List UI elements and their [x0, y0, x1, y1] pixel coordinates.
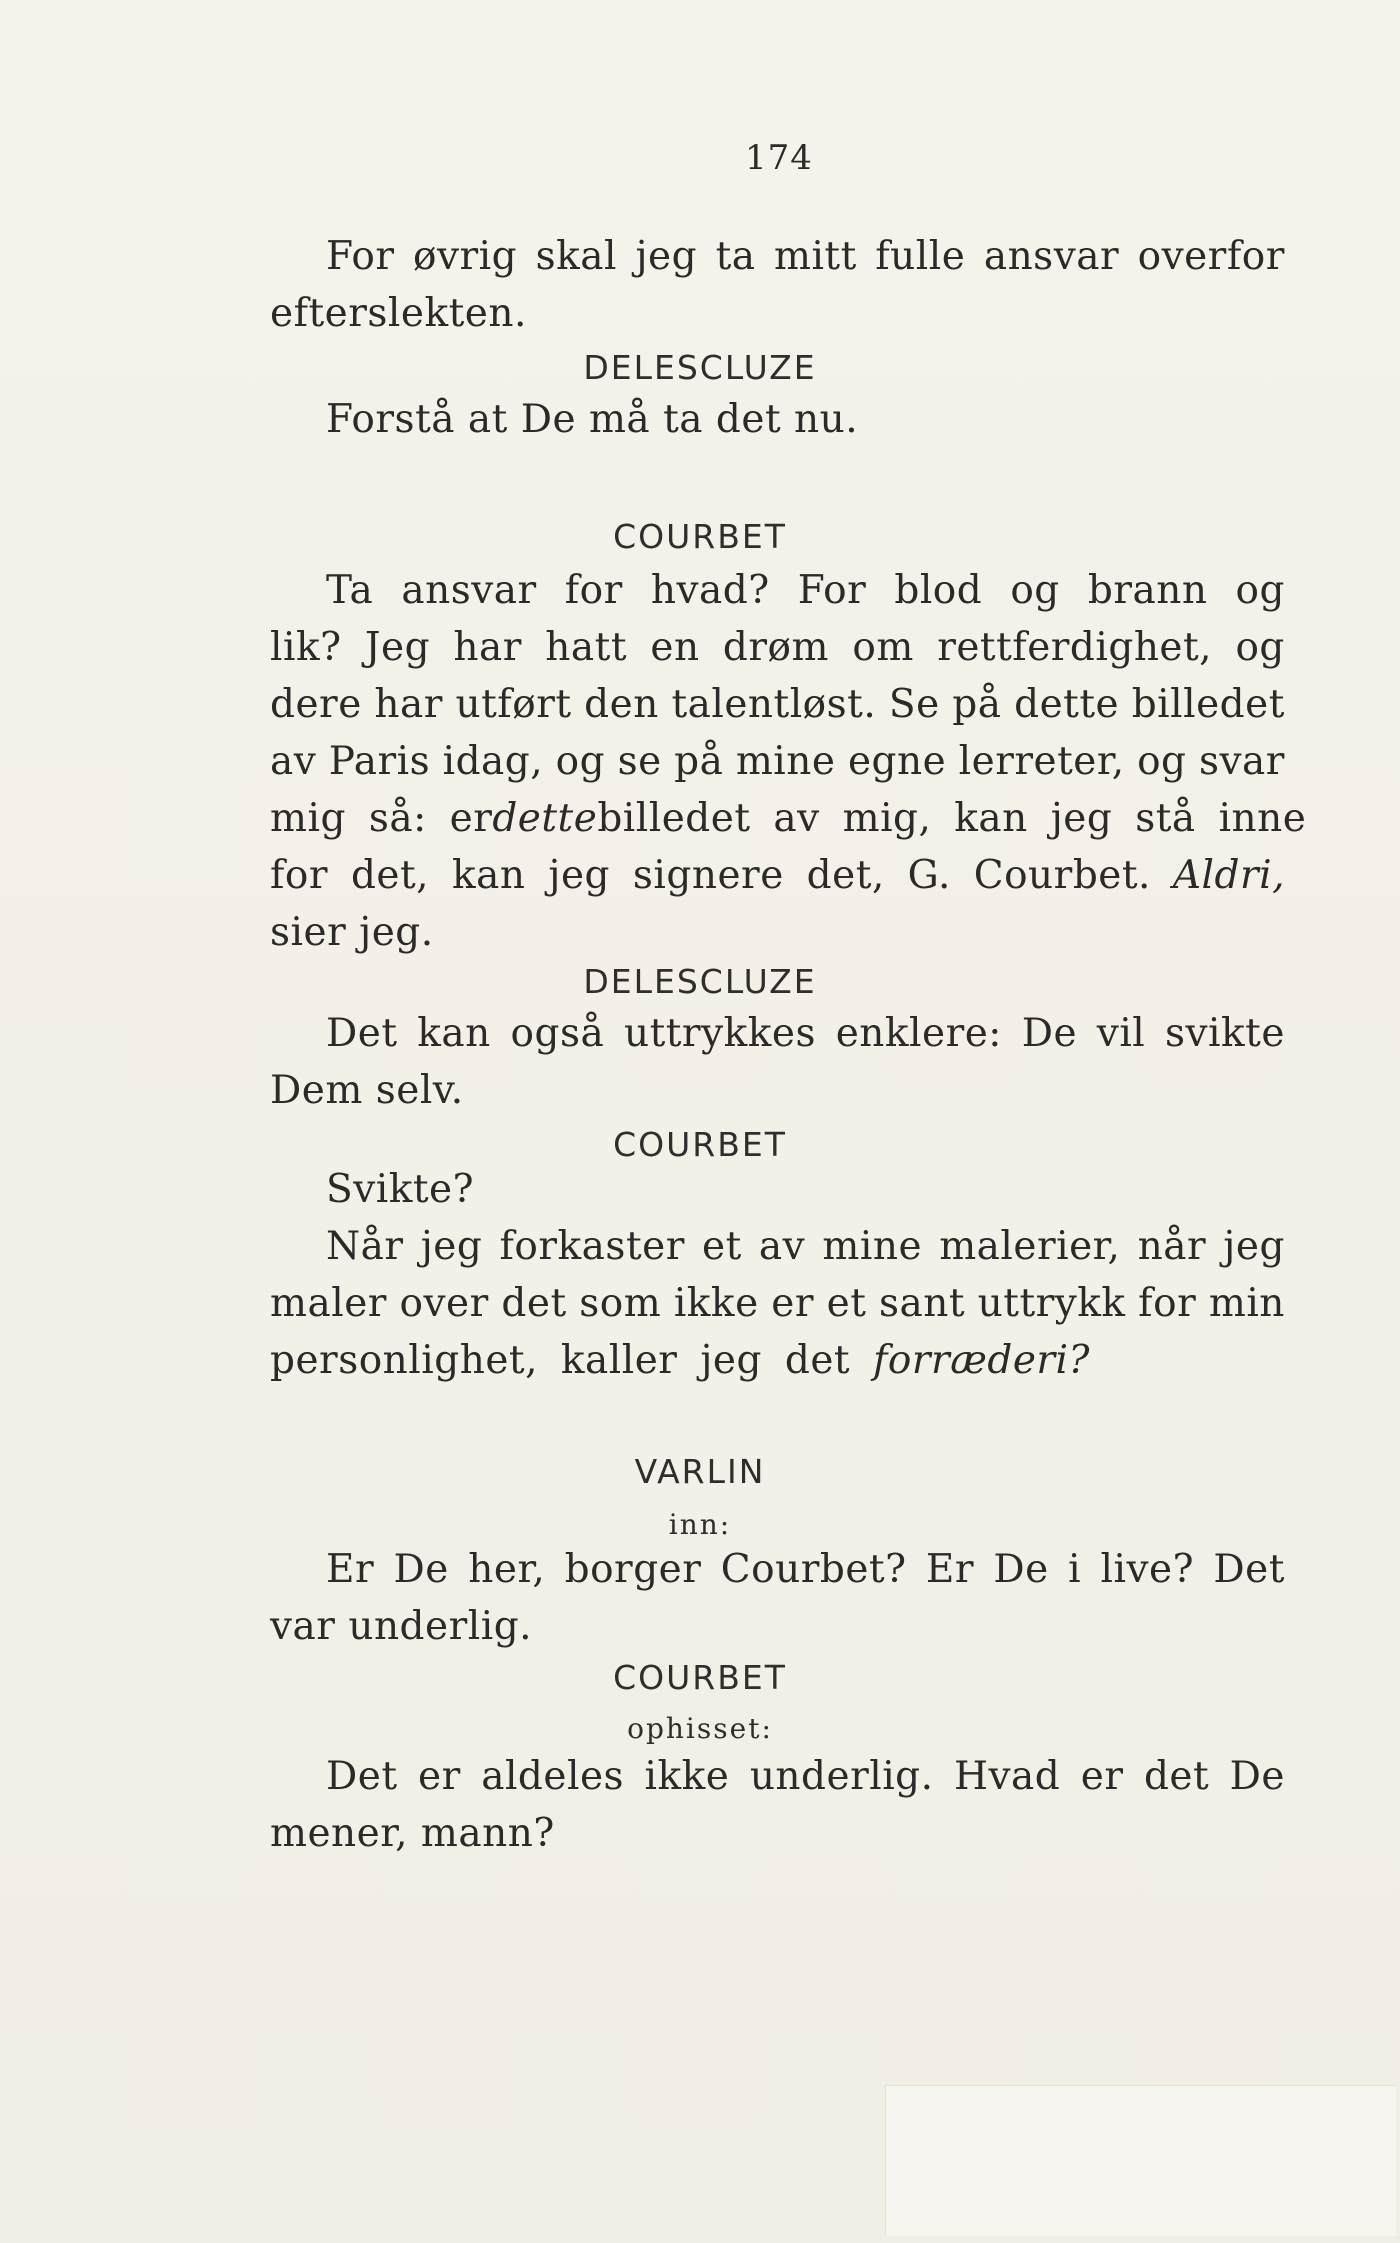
word: det: [501, 1281, 567, 1326]
word: er: [1080, 1754, 1124, 1799]
word: også: [510, 1011, 605, 1056]
text-line: [270, 790, 1307, 847]
word: Det: [326, 1754, 398, 1799]
speech-block: [270, 1541, 1285, 1655]
word: ikke: [644, 1754, 730, 1799]
word: et: [702, 1224, 742, 1269]
word: på: [674, 739, 724, 784]
word: om: [852, 625, 914, 670]
speaker-name: DELESCLUZE: [583, 348, 817, 387]
word: lik?: [270, 625, 342, 670]
word: rettferdighet,: [937, 625, 1213, 670]
word: drøm: [722, 625, 829, 670]
word: Se: [888, 682, 940, 727]
word: av: [758, 1224, 806, 1269]
word: min: [1208, 1281, 1285, 1326]
word: har: [374, 682, 443, 727]
word: ta: [715, 234, 756, 279]
word: og: [1235, 625, 1285, 670]
text-line: [270, 847, 1285, 904]
speech-block: [270, 1748, 1285, 1862]
word: enklere:: [835, 1011, 1002, 1056]
speech-block: [270, 1161, 1285, 1389]
word: Paris: [328, 739, 431, 784]
word: på: [952, 682, 1002, 727]
text-line: [270, 1218, 1285, 1275]
word: malerier,: [939, 1224, 1121, 1269]
word: ansvar: [401, 568, 537, 613]
word: Courbet?: [720, 1547, 907, 1592]
word: uttrykkes: [623, 1011, 816, 1056]
word: vil: [1096, 1011, 1146, 1056]
word: over: [399, 1281, 489, 1326]
word: overfor: [1137, 234, 1285, 279]
paper-label-patch: [885, 2085, 1396, 2236]
speaker-name: DELESCLUZE: [583, 962, 817, 1001]
word: et: [826, 1281, 867, 1326]
text-fragment: for det, kan jeg signere det, G. Courbet.: [270, 853, 1151, 898]
text-line: [270, 1748, 1285, 1805]
word: Er: [925, 1547, 975, 1592]
stage-direction: inn:: [668, 1508, 732, 1541]
speech-block: [270, 1005, 1285, 1119]
word: De: [1229, 1754, 1285, 1799]
emphasis-text: forræderi?: [873, 1338, 1090, 1383]
word: jeg: [635, 234, 698, 279]
text-fragment: billedet av mig, kan jeg stå inne: [597, 796, 1307, 841]
speaker-name: VARLIN: [634, 1452, 766, 1491]
word: forkaster: [499, 1224, 685, 1269]
speaker-name: COURBET: [613, 1658, 787, 1697]
word: fulle: [875, 234, 966, 279]
word: Ta: [326, 568, 374, 613]
word: kan: [417, 1011, 491, 1056]
word: hatt: [545, 625, 627, 670]
word: er: [418, 1754, 461, 1799]
word: i: [1068, 1547, 1082, 1592]
word: mine: [735, 739, 836, 784]
word: øvrig: [413, 234, 518, 279]
word: brann: [1087, 568, 1208, 613]
word: for: [1138, 1281, 1197, 1326]
word: uttrykk: [977, 1281, 1126, 1326]
word: ikke: [673, 1281, 759, 1326]
word: Det: [1213, 1547, 1285, 1592]
word: som: [579, 1281, 662, 1326]
text-line: [270, 1005, 1285, 1062]
word: utført: [455, 682, 572, 727]
text-line: [270, 1332, 1285, 1389]
word: De: [1021, 1011, 1078, 1056]
word: for: [564, 568, 623, 613]
word: jeg: [420, 1224, 483, 1269]
speech-block: [270, 562, 1307, 961]
word: De: [993, 1547, 1049, 1592]
emphasis-text: Aldri,: [1172, 853, 1285, 898]
stage-direction: ophisset:: [627, 1712, 773, 1745]
word: mine: [822, 1224, 923, 1269]
text-line: var underlig.: [270, 1604, 533, 1649]
word: talentløst.: [671, 682, 877, 727]
text-line: sier jeg.: [270, 910, 434, 955]
text-line: efterslekten.: [270, 291, 527, 336]
text-line: [270, 1541, 1285, 1598]
word: og: [1235, 568, 1285, 613]
word: billedet: [1131, 682, 1285, 727]
word: For: [797, 568, 867, 613]
speech-block: [270, 391, 1285, 448]
word: jeg: [1223, 1224, 1285, 1269]
text-line: Forstå at De må ta det nu.: [326, 397, 859, 442]
word: den: [584, 682, 659, 727]
word: det: [1143, 1754, 1210, 1799]
word: har: [453, 625, 522, 670]
text-fragment: personlighet, kaller jeg det: [270, 1338, 851, 1383]
word: dette: [1014, 682, 1120, 727]
word: maler: [270, 1281, 387, 1326]
word: en: [650, 625, 700, 670]
word: De: [393, 1547, 449, 1592]
text-line: [270, 676, 1285, 733]
word: lerreter,: [958, 739, 1125, 784]
word: aldeles: [481, 1754, 625, 1799]
word: idag,: [442, 739, 544, 784]
speech-block: [270, 228, 1285, 342]
text-line: mener, mann?: [270, 1811, 555, 1856]
word: dere: [270, 682, 362, 727]
word: egne: [847, 739, 947, 784]
word: blod: [894, 568, 983, 613]
word: når: [1137, 1224, 1207, 1269]
word: skal: [535, 234, 617, 279]
word: Det: [326, 1011, 398, 1056]
word: Når: [326, 1224, 404, 1269]
word: se: [617, 739, 662, 784]
text-line: [270, 1275, 1285, 1332]
word: ansvar: [983, 234, 1120, 279]
text-line: [270, 562, 1285, 619]
word: svikte: [1165, 1011, 1285, 1056]
page-number: 174: [745, 138, 813, 178]
text-line: [270, 228, 1285, 285]
text-line: [270, 619, 1285, 676]
word: live?: [1100, 1547, 1194, 1592]
speaker-name: COURBET: [613, 1125, 787, 1164]
word: svar: [1199, 739, 1285, 784]
text-line: Svikte?: [326, 1167, 475, 1212]
text-fragment: mig så: er: [270, 796, 493, 841]
word: hvad?: [650, 568, 770, 613]
word: Jeg: [364, 625, 431, 670]
text-line: Dem selv.: [270, 1068, 464, 1113]
word: borger: [564, 1547, 702, 1592]
word: og: [555, 739, 606, 784]
word: her,: [468, 1547, 546, 1592]
word: sant: [878, 1281, 966, 1326]
word: mitt: [773, 234, 857, 279]
emphasis-text: dette: [492, 796, 598, 841]
word: og: [1137, 739, 1187, 784]
word: og: [1010, 568, 1060, 613]
word: For: [326, 234, 395, 279]
speaker-name: COURBET: [613, 517, 787, 556]
word: underlig.: [749, 1754, 934, 1799]
word: Hvad: [954, 1754, 1061, 1799]
word: av: [270, 739, 317, 784]
word: er: [771, 1281, 814, 1326]
word: Er: [326, 1547, 375, 1592]
text-line: [270, 733, 1285, 790]
